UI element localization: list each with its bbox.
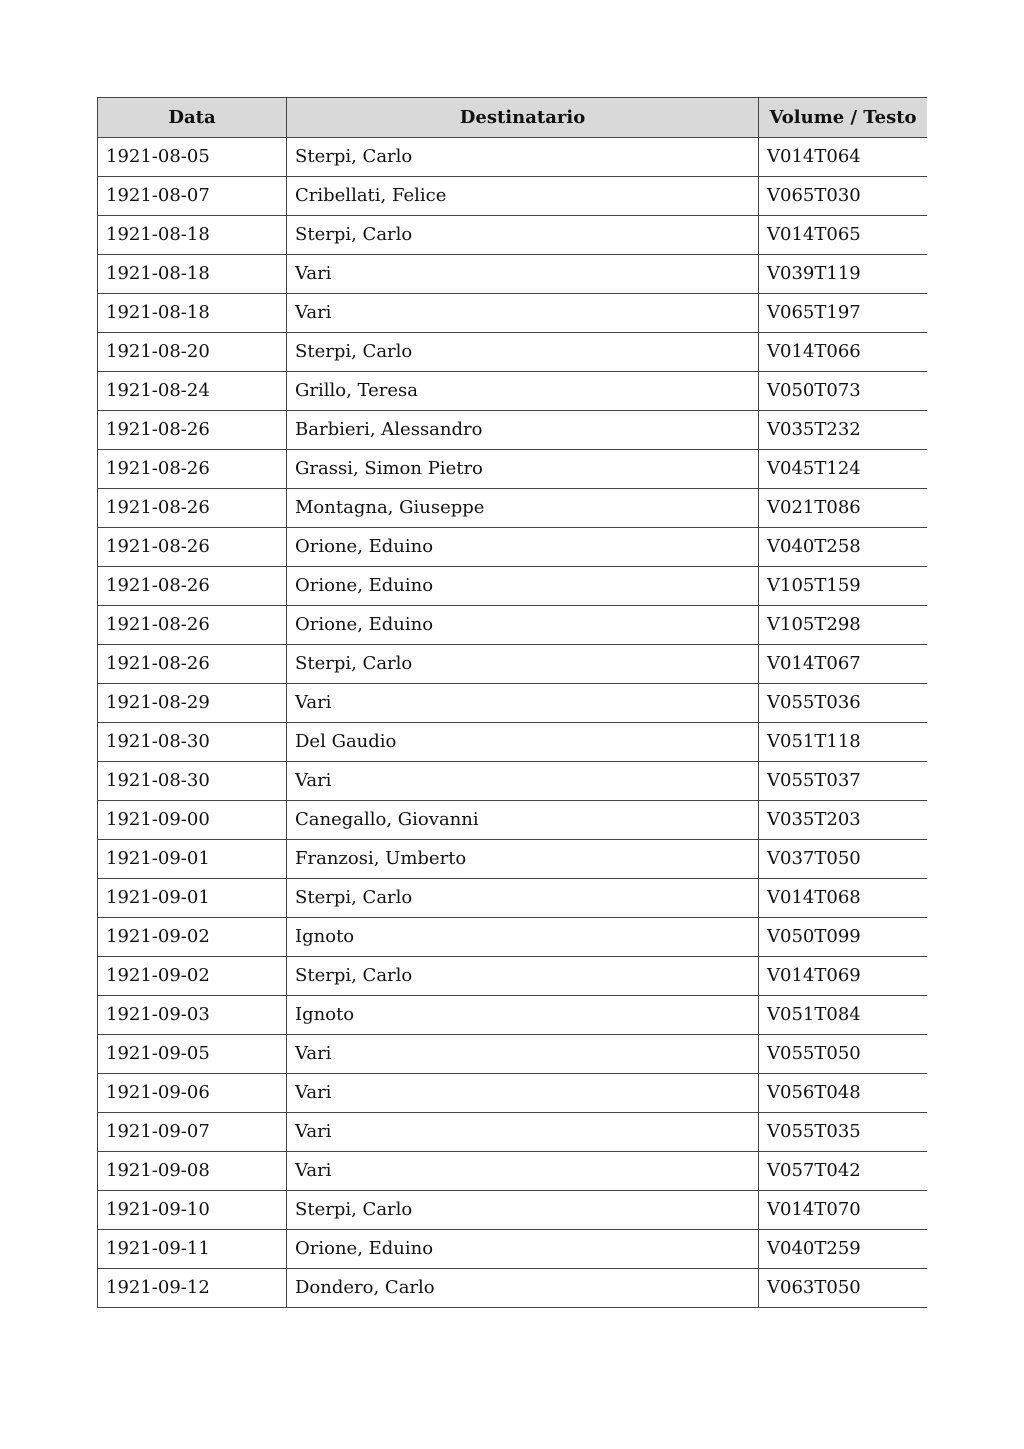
cell-destinatario: Orione, Eduino (287, 567, 759, 606)
table-row (98, 1074, 928, 1113)
cell-date: 1921-08-26 (98, 411, 287, 450)
table-row (98, 1269, 928, 1308)
cell-date: 1921-09-10 (98, 1191, 287, 1230)
cell-volume-testo: V040T258 (759, 528, 928, 567)
table-body (98, 138, 928, 1308)
cell-volume-testo: V040T259 (759, 1230, 928, 1269)
table-row (98, 684, 928, 723)
cell-destinatario: Ignoto (287, 918, 759, 957)
cell-destinatario: Sterpi, Carlo (287, 216, 759, 255)
cell-destinatario: Sterpi, Carlo (287, 1191, 759, 1230)
cell-volume-testo: V105T298 (759, 606, 928, 645)
letters-table (97, 97, 927, 1308)
table-row (98, 450, 928, 489)
table-row (98, 1113, 928, 1152)
table-row (98, 918, 928, 957)
table-row (98, 801, 928, 840)
cell-date: 1921-09-08 (98, 1152, 287, 1191)
cell-destinatario: Montagna, Giuseppe (287, 489, 759, 528)
cell-destinatario: Del Gaudio (287, 723, 759, 762)
cell-date: 1921-09-12 (98, 1269, 287, 1308)
cell-volume-testo: V045T124 (759, 450, 928, 489)
letters-table-container (97, 97, 927, 1312)
table-row (98, 1152, 928, 1191)
cell-date: 1921-08-26 (98, 450, 287, 489)
table-row (98, 606, 928, 645)
table-row (98, 996, 928, 1035)
table-row (98, 411, 928, 450)
header-destinatario: Destinatario (287, 98, 759, 138)
table-row (98, 645, 928, 684)
cell-date: 1921-09-05 (98, 1035, 287, 1074)
table-row (98, 138, 928, 177)
cell-destinatario: Vari (287, 762, 759, 801)
table-row (98, 1191, 928, 1230)
cell-destinatario: Franzosi, Umberto (287, 840, 759, 879)
cell-date: 1921-08-18 (98, 255, 287, 294)
cell-date: 1921-08-30 (98, 762, 287, 801)
table-row (98, 840, 928, 879)
table-row (98, 372, 928, 411)
cell-date: 1921-09-06 (98, 1074, 287, 1113)
cell-date: 1921-08-20 (98, 333, 287, 372)
cell-destinatario: Barbieri, Alessandro (287, 411, 759, 450)
cell-destinatario: Vari (287, 1113, 759, 1152)
cell-destinatario: Ignoto (287, 996, 759, 1035)
cell-volume-testo: V014T068 (759, 879, 928, 918)
cell-destinatario: Orione, Eduino (287, 1230, 759, 1269)
cell-destinatario: Sterpi, Carlo (287, 957, 759, 996)
cell-destinatario: Canegallo, Giovanni (287, 801, 759, 840)
cell-volume-testo: V051T118 (759, 723, 928, 762)
cell-date: 1921-08-07 (98, 177, 287, 216)
cell-date: 1921-08-30 (98, 723, 287, 762)
cell-date: 1921-08-26 (98, 645, 287, 684)
table-row (98, 177, 928, 216)
cell-destinatario: Cribellati, Felice (287, 177, 759, 216)
header-volume-testo: Volume / Testo (759, 98, 928, 138)
cell-destinatario: Grassi, Simon Pietro (287, 450, 759, 489)
cell-date: 1921-09-01 (98, 840, 287, 879)
table-row (98, 528, 928, 567)
table-row (98, 216, 928, 255)
cell-destinatario: Sterpi, Carlo (287, 879, 759, 918)
cell-volume-testo: V035T232 (759, 411, 928, 450)
cell-date: 1921-09-01 (98, 879, 287, 918)
cell-volume-testo: V065T197 (759, 294, 928, 333)
table-row (98, 1230, 928, 1269)
cell-volume-testo: V050T099 (759, 918, 928, 957)
cell-date: 1921-09-07 (98, 1113, 287, 1152)
cell-volume-testo: V055T036 (759, 684, 928, 723)
cell-date: 1921-08-29 (98, 684, 287, 723)
cell-volume-testo: V014T066 (759, 333, 928, 372)
table-row (98, 1035, 928, 1074)
cell-date: 1921-08-26 (98, 567, 287, 606)
cell-destinatario: Vari (287, 294, 759, 333)
cell-volume-testo: V014T065 (759, 216, 928, 255)
cell-date: 1921-08-26 (98, 489, 287, 528)
cell-volume-testo: V050T073 (759, 372, 928, 411)
cell-destinatario: Sterpi, Carlo (287, 138, 759, 177)
cell-destinatario: Grillo, Teresa (287, 372, 759, 411)
cell-destinatario: Dondero, Carlo (287, 1269, 759, 1308)
cell-destinatario: Sterpi, Carlo (287, 645, 759, 684)
cell-destinatario: Vari (287, 1074, 759, 1113)
cell-date: 1921-09-00 (98, 801, 287, 840)
table-row (98, 957, 928, 996)
cell-date: 1921-08-18 (98, 294, 287, 333)
cell-volume-testo: V051T084 (759, 996, 928, 1035)
cell-destinatario: Orione, Eduino (287, 606, 759, 645)
cell-volume-testo: V063T050 (759, 1269, 928, 1308)
cell-volume-testo: V014T064 (759, 138, 928, 177)
cell-destinatario: Sterpi, Carlo (287, 333, 759, 372)
cell-volume-testo: V057T042 (759, 1152, 928, 1191)
cell-destinatario: Vari (287, 1152, 759, 1191)
header-data: Data (98, 98, 287, 138)
cell-destinatario: Vari (287, 255, 759, 294)
cell-date: 1921-08-26 (98, 606, 287, 645)
table-row (98, 723, 928, 762)
cell-destinatario: Vari (287, 1035, 759, 1074)
table-row (98, 879, 928, 918)
cell-destinatario: Vari (287, 684, 759, 723)
cell-date: 1921-09-02 (98, 918, 287, 957)
table-row (98, 762, 928, 801)
cell-volume-testo: V065T030 (759, 177, 928, 216)
cell-volume-testo: V014T067 (759, 645, 928, 684)
table-header-row (98, 98, 928, 138)
cell-destinatario: Orione, Eduino (287, 528, 759, 567)
table-row (98, 567, 928, 606)
cell-volume-testo: V055T035 (759, 1113, 928, 1152)
cell-date: 1921-09-02 (98, 957, 287, 996)
cell-date: 1921-08-05 (98, 138, 287, 177)
table-row (98, 333, 928, 372)
cell-volume-testo: V021T086 (759, 489, 928, 528)
cell-date: 1921-09-11 (98, 1230, 287, 1269)
cell-volume-testo: V014T070 (759, 1191, 928, 1230)
table-row (98, 255, 928, 294)
cell-volume-testo: V055T050 (759, 1035, 928, 1074)
table-row (98, 489, 928, 528)
cell-volume-testo: V035T203 (759, 801, 928, 840)
cell-volume-testo: V037T050 (759, 840, 928, 879)
cell-date: 1921-08-24 (98, 372, 287, 411)
cell-date: 1921-08-18 (98, 216, 287, 255)
cell-volume-testo: V039T119 (759, 255, 928, 294)
cell-volume-testo: V056T048 (759, 1074, 928, 1113)
cell-date: 1921-09-03 (98, 996, 287, 1035)
cell-date: 1921-08-26 (98, 528, 287, 567)
cell-volume-testo: V055T037 (759, 762, 928, 801)
table-row (98, 294, 928, 333)
cell-volume-testo: V105T159 (759, 567, 928, 606)
cell-volume-testo: V014T069 (759, 957, 928, 996)
